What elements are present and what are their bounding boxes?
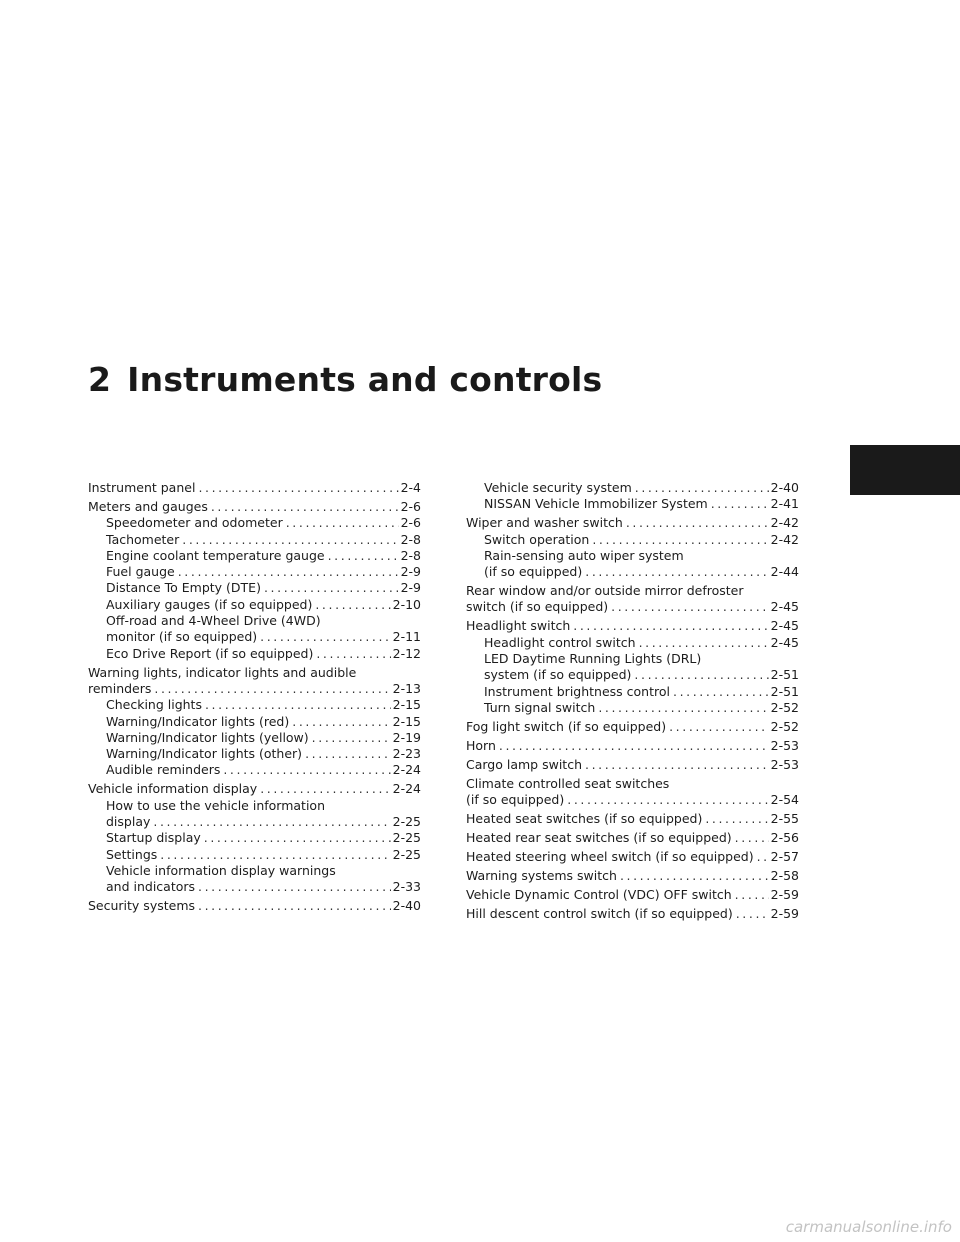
dot-leader — [669, 719, 769, 735]
toc-entry-page: 2-24 — [392, 781, 421, 797]
dot-leader — [264, 580, 399, 596]
toc-entry-page: 2-9 — [400, 580, 421, 596]
toc-entry-title: Wiper and washer switch — [466, 515, 623, 531]
toc-entry-row — [106, 629, 421, 645]
toc-entry-page: 2-19 — [392, 729, 421, 745]
toc-entry-row — [88, 781, 421, 797]
toc-entry-title-line: LED Daytime Running Lights (DRL) — [484, 651, 702, 667]
toc-entry-row — [106, 830, 421, 846]
dot-leader — [286, 515, 399, 531]
dot-leader — [592, 532, 768, 548]
toc-entry[interactable] — [88, 781, 421, 797]
dot-leader — [312, 730, 391, 746]
dot-leader — [182, 532, 398, 548]
toc-entry-row — [106, 564, 421, 580]
chapter-title — [88, 360, 602, 399]
toc-entry-title: Fog light switch (if so equipped) — [466, 718, 667, 734]
toc-entry-page: 2-6 — [400, 498, 421, 514]
toc-entry-title-line: Rain-sensing auto wiper system — [484, 547, 684, 563]
dot-leader — [736, 906, 769, 922]
watermark-text: carmanualsonline.info — [785, 1218, 952, 1236]
toc-entry-page: 2-9 — [400, 564, 421, 580]
toc-entry-page: 2-51 — [770, 667, 799, 683]
toc-entry-page: 2-15 — [392, 697, 421, 713]
toc-entry-page: 2-25 — [392, 846, 421, 862]
toc-entry-title: Warning/Indicator lights (red) — [106, 713, 290, 729]
dot-leader — [585, 564, 768, 580]
toc-entry-title: Fuel gauge — [106, 564, 175, 580]
toc-entry-title: Switch operation — [484, 531, 590, 547]
toc-entry-page: 2-45 — [770, 618, 799, 634]
toc-entry-title-line: Vehicle information display warnings — [106, 862, 336, 878]
toc-entry-title: Distance To Empty (DTE) — [106, 580, 261, 596]
toc-entry-row — [106, 847, 421, 863]
toc-entry-row — [466, 830, 799, 846]
chapter-tab-marker — [850, 445, 960, 495]
toc-entry-page: 2-51 — [770, 683, 799, 699]
toc-entry[interactable] — [466, 757, 799, 773]
toc-entry-title: Cargo lamp switch — [466, 756, 582, 772]
toc-entry-title: Vehicle security system — [484, 480, 632, 495]
toc-entry[interactable] — [466, 515, 799, 531]
dot-leader — [260, 781, 390, 797]
dot-leader — [178, 564, 399, 580]
dot-leader — [211, 499, 399, 515]
toc-entry-row — [466, 906, 799, 922]
toc-entry-page: 2-52 — [770, 699, 799, 715]
toc-entry-page: 2-41 — [770, 496, 799, 512]
toc-entry[interactable] — [466, 480, 799, 496]
toc-entry-page: 2-44 — [770, 564, 799, 580]
toc-entry-page: 2-25 — [392, 814, 421, 829]
toc-entry-row — [106, 646, 421, 662]
toc-entry[interactable] — [88, 665, 421, 698]
dot-leader — [620, 868, 769, 884]
toc-entry-title: Headlight control switch — [484, 634, 636, 650]
toc-entry[interactable] — [466, 849, 799, 865]
toc-entry-row — [484, 635, 799, 651]
toc-entry-page: 2-59 — [770, 906, 799, 922]
dot-leader — [639, 635, 769, 651]
toc-entry-page: 2-6 — [400, 515, 421, 531]
toc-entry-title: Meters and gauges — [88, 498, 208, 514]
toc-entry[interactable] — [88, 532, 421, 548]
toc-entry-title: (if so equipped) — [484, 564, 583, 580]
toc-entry[interactable] — [88, 548, 421, 564]
dot-leader — [611, 599, 768, 615]
dot-leader — [315, 597, 390, 613]
toc-entry-title: Vehicle information display — [88, 781, 258, 797]
toc-entry-title: reminders — [88, 680, 152, 696]
toc-entry-title: Vehicle Dynamic Control (VDC) OFF switch — [466, 887, 732, 903]
toc-entry-row — [484, 700, 799, 716]
dot-leader — [711, 496, 769, 512]
toc-entry[interactable] — [466, 700, 799, 716]
toc-entry[interactable] — [466, 776, 799, 809]
toc-entry[interactable] — [466, 738, 799, 754]
toc-entry-title: Eco Drive Report (if so equipped) — [106, 645, 314, 661]
toc-entry-title: Warning/Indicator lights (other) — [106, 746, 303, 762]
toc-entry-title: monitor (if so equipped) — [106, 629, 258, 645]
dot-leader — [153, 814, 390, 830]
toc-entry-title-line: How to use the vehicle information — [106, 797, 325, 813]
toc-entry-page: 2-10 — [392, 596, 421, 612]
toc-entry-row — [88, 480, 421, 496]
toc-entry[interactable] — [466, 811, 799, 827]
dot-leader — [634, 667, 768, 683]
toc-entry-page: 2-8 — [400, 547, 421, 563]
dot-leader — [585, 757, 769, 773]
dot-leader — [635, 480, 769, 496]
toc-entry-page: 2-59 — [770, 887, 799, 903]
toc-entry-page: 2-53 — [770, 737, 799, 753]
toc-entry-page: 2-12 — [392, 645, 421, 661]
dot-leader — [735, 830, 769, 846]
toc-entry-row — [88, 681, 421, 697]
toc-entry-page: 2-45 — [770, 599, 799, 615]
toc-entry-title-line: Climate controlled seat switches — [466, 775, 670, 791]
toc-entry-title: (if so equipped) — [466, 792, 565, 808]
toc-entry-row — [484, 667, 799, 683]
toc-entry-page: 2-8 — [400, 531, 421, 547]
toc-entry-row — [484, 684, 799, 700]
dot-leader — [160, 847, 390, 863]
toc-entry-row — [466, 618, 799, 634]
toc-entry-page: 2-13 — [392, 680, 421, 696]
toc-entry[interactable] — [88, 762, 421, 778]
toc-entry-row — [466, 599, 799, 615]
dot-leader — [499, 738, 769, 754]
toc-entry-title: Engine coolant temperature gauge — [106, 547, 325, 563]
toc-entry-title: Security systems — [88, 898, 196, 914]
toc-entry[interactable] — [88, 580, 421, 596]
toc-entry[interactable] — [88, 830, 421, 846]
toc-entry[interactable] — [466, 684, 799, 700]
toc-entry[interactable] — [88, 480, 421, 496]
toc-entry-title: Warning systems switch — [466, 868, 617, 884]
toc-entry-page: 2-42 — [770, 531, 799, 547]
dot-leader — [673, 684, 769, 700]
toc-entry[interactable] — [466, 635, 799, 651]
dot-leader — [223, 762, 390, 778]
toc-entry-row — [106, 580, 421, 596]
toc-entry-title: Settings — [106, 846, 158, 862]
toc-entry[interactable] — [88, 863, 421, 896]
toc-entry[interactable] — [88, 597, 421, 613]
dot-leader — [305, 746, 391, 762]
dot-leader — [198, 879, 391, 895]
toc-entry-row — [466, 515, 799, 531]
toc-entry-page: 2-58 — [770, 868, 799, 884]
toc-entry[interactable] — [466, 532, 799, 548]
toc-entry-row — [106, 697, 421, 713]
toc-entry-row — [106, 879, 421, 895]
toc-entry[interactable] — [88, 847, 421, 863]
toc-entry-row — [106, 532, 421, 548]
toc-entry-row — [106, 814, 421, 830]
dot-leader — [757, 849, 769, 865]
toc-entry-page: 2-54 — [770, 792, 799, 808]
dot-leader — [198, 480, 398, 496]
chapter-number: 2 — [88, 360, 112, 399]
toc-entry-title: Instrument brightness control — [484, 683, 670, 699]
toc-entry-title: Heated steering wheel switch (if so equipped) — [466, 849, 754, 865]
dot-leader — [735, 887, 769, 903]
dot-leader — [260, 629, 390, 645]
toc-entry[interactable] — [88, 746, 421, 762]
chapter-title-text: Instruments and controls — [127, 360, 603, 399]
dot-leader — [154, 681, 390, 697]
toc-entry[interactable] — [88, 613, 421, 646]
toc-entry-title: Headlight switch — [466, 618, 571, 634]
toc-entry-title: Auxiliary gauges (if so equipped) — [106, 596, 313, 612]
toc-entry-title: and indicators — [106, 879, 196, 895]
toc-entry-row — [466, 868, 799, 884]
toc-entry-row — [106, 548, 421, 564]
toc-entry-title: Audible reminders — [106, 762, 221, 778]
toc-entry-title-line: Rear window and/or outside mirror defroster — [466, 583, 744, 599]
toc-entry[interactable] — [88, 798, 421, 831]
toc-entry-title: Heated rear seat switches (if so equipped) — [466, 830, 732, 846]
toc-entry-page: 2-23 — [392, 746, 421, 762]
dot-leader — [292, 714, 390, 730]
dot-leader — [204, 830, 391, 846]
toc-entry-row — [466, 738, 799, 754]
toc-entry-title: NISSAN Vehicle Immobilizer System — [484, 496, 708, 512]
toc-entry[interactable] — [466, 651, 799, 684]
toc-entry[interactable] — [466, 906, 799, 922]
toc-entry[interactable] — [466, 496, 799, 512]
toc-entry[interactable] — [466, 868, 799, 884]
toc-entry-row — [466, 849, 799, 865]
toc-entry-row — [466, 811, 799, 827]
dot-leader — [567, 792, 768, 808]
toc-entry-page: 2-56 — [770, 830, 799, 846]
toc-entry-row — [466, 792, 799, 808]
toc-entry[interactable] — [466, 548, 799, 581]
toc-entry-row — [106, 746, 421, 762]
toc-entry-title: system (if so equipped) — [484, 667, 632, 683]
toc-entry-page: 2-42 — [770, 515, 799, 531]
toc-entry[interactable] — [466, 719, 799, 735]
toc-entry[interactable] — [88, 730, 421, 746]
toc-entry[interactable] — [88, 564, 421, 580]
dot-leader — [316, 646, 390, 662]
dot-leader — [573, 618, 768, 634]
dot-leader — [198, 898, 391, 914]
toc-entry-title-line: Off-road and 4-Wheel Drive (4WD) — [106, 613, 321, 629]
toc-entry-page: 2-15 — [392, 713, 421, 729]
toc-entry-page: 2-33 — [392, 879, 421, 895]
toc-entry-title: Checking lights — [106, 697, 202, 713]
toc-entry-page: 2-45 — [770, 634, 799, 650]
toc-entry[interactable] — [88, 646, 421, 662]
dot-leader — [328, 548, 399, 564]
toc-entry-title: display — [106, 814, 151, 829]
toc-entry-row — [106, 730, 421, 746]
toc-entry-row — [466, 757, 799, 773]
toc-entry[interactable] — [466, 618, 799, 634]
toc-entry-title: Startup display — [106, 830, 201, 846]
toc-entry[interactable] — [466, 887, 799, 903]
toc-entry-title: Instrument panel — [88, 480, 196, 495]
dot-leader — [626, 515, 769, 531]
toc-entry-row — [106, 597, 421, 613]
toc-entry-page: 2-52 — [770, 718, 799, 734]
dot-leader — [205, 697, 391, 713]
toc-entry-title-line: Warning lights, indicator lights and audible — [88, 664, 357, 680]
toc-entry[interactable] — [466, 830, 799, 846]
toc-entry[interactable] — [88, 515, 421, 531]
toc-entry-title: Hill descent control switch (if so equipped) — [466, 906, 733, 922]
toc-entry-title: Heated seat switches (if so equipped) — [466, 811, 703, 827]
toc-entry-row — [484, 480, 799, 496]
toc-entry[interactable] — [88, 697, 421, 713]
toc-entry-row — [106, 762, 421, 778]
dot-leader — [705, 811, 768, 827]
toc-entry-row — [466, 887, 799, 903]
toc-entry-page: 2-25 — [392, 830, 421, 846]
toc-entry[interactable] — [88, 499, 421, 515]
toc-entry-page: 2-40 — [770, 480, 799, 495]
toc-entry-page: 2-4 — [400, 480, 421, 495]
toc-entry-page: 2-53 — [770, 756, 799, 772]
toc-column-left — [88, 480, 421, 914]
toc-column-right — [466, 480, 799, 922]
toc-entry-title: switch (if so equipped) — [466, 599, 609, 615]
toc-entry-row — [106, 714, 421, 730]
toc-entry-title: Tachometer — [106, 531, 180, 547]
toc-entry-row — [106, 515, 421, 531]
toc-entry[interactable] — [88, 714, 421, 730]
toc-entry-title: Horn — [466, 737, 496, 753]
toc-entry[interactable] — [88, 898, 421, 914]
toc-entry[interactable] — [466, 583, 799, 616]
toc-entry-page: 2-11 — [392, 629, 421, 645]
toc-entry-row — [484, 532, 799, 548]
toc-entry-row — [484, 564, 799, 580]
toc-entry-page: 2-57 — [770, 849, 799, 865]
toc-entry-page: 2-40 — [392, 898, 421, 914]
toc-entry-row — [466, 719, 799, 735]
dot-leader — [598, 700, 768, 716]
toc-entry-row — [88, 499, 421, 515]
toc-entry-title: Turn signal switch — [484, 699, 596, 715]
toc-entry-row — [88, 898, 421, 914]
toc-entry-title: Speedometer and odometer — [106, 515, 283, 531]
toc-entry-page: 2-55 — [770, 811, 799, 827]
toc-entry-title: Warning/Indicator lights (yellow) — [106, 729, 309, 745]
toc-entry-page: 2-24 — [392, 762, 421, 778]
toc-entry-row — [484, 496, 799, 512]
